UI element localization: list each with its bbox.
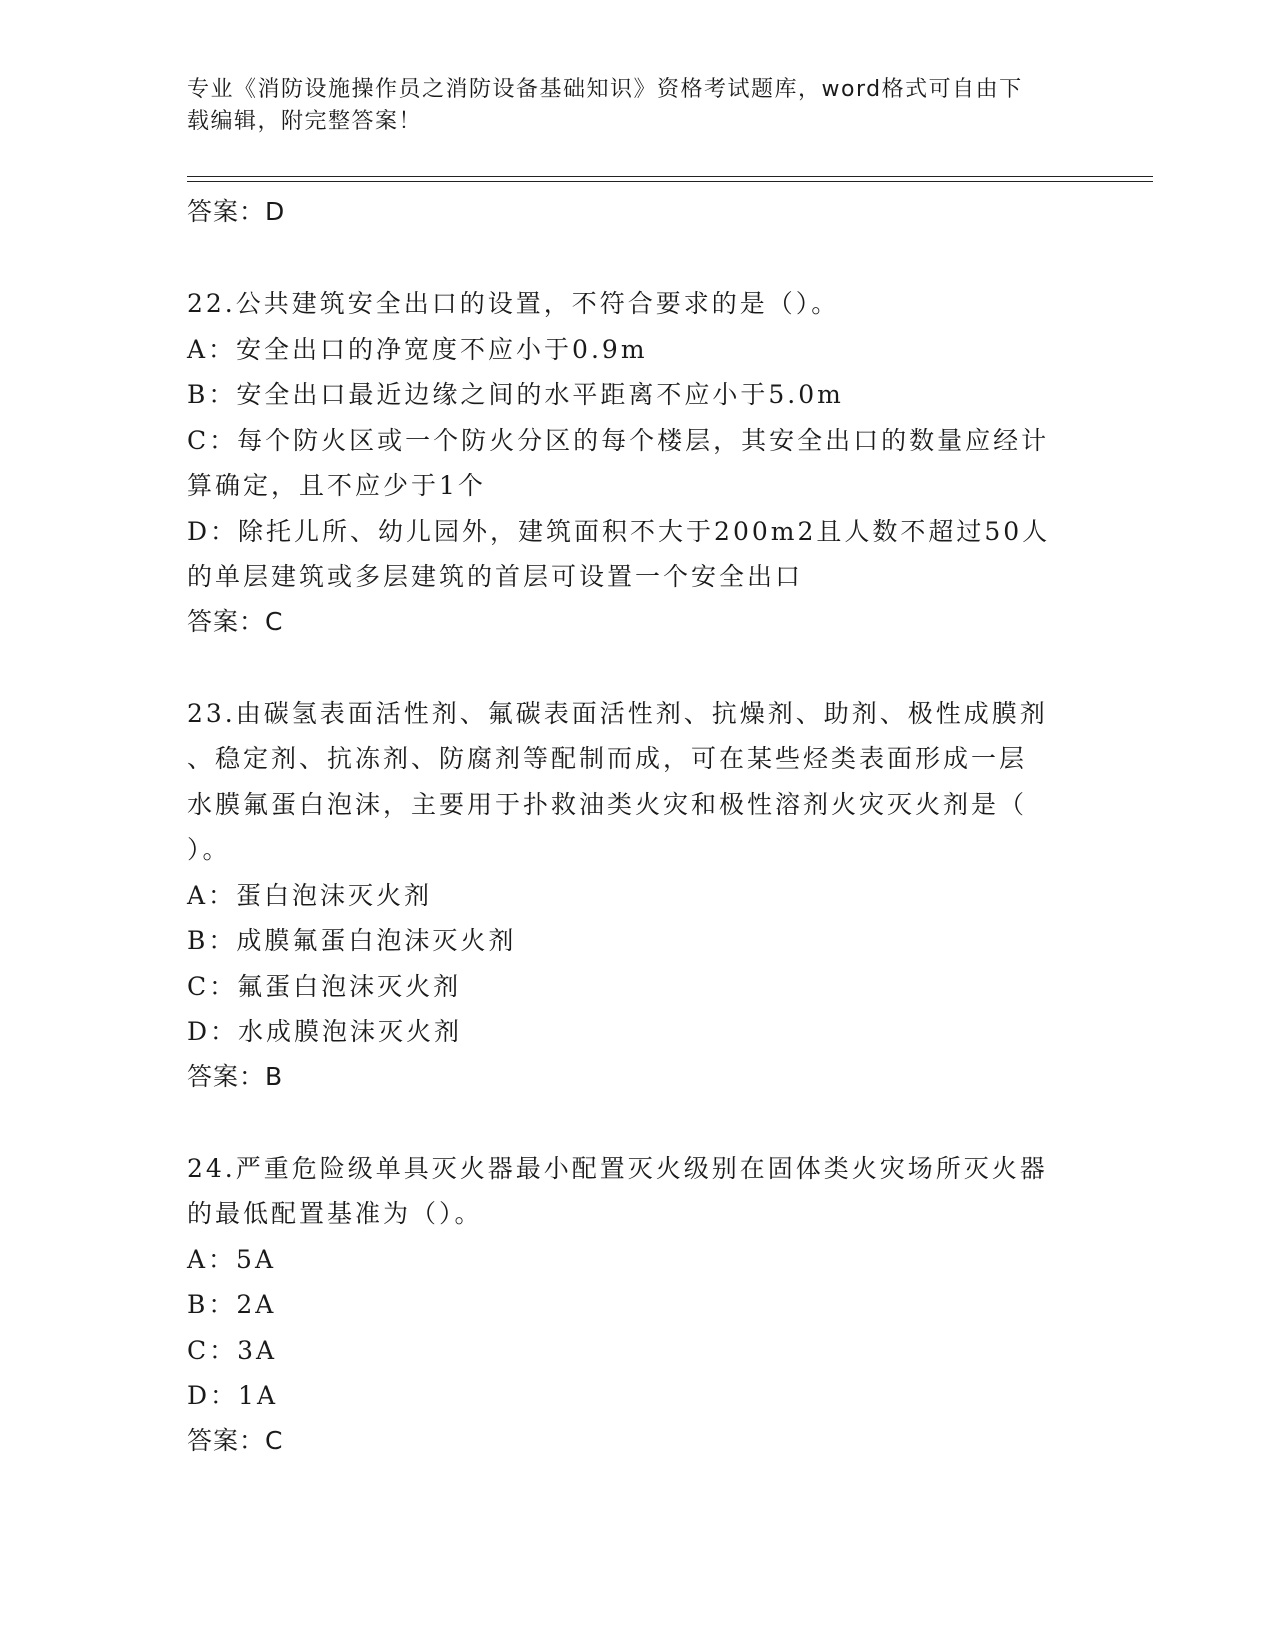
option-b: B：2A <box>187 1290 277 1319</box>
option-c: C：3A <box>187 1335 278 1365</box>
answer-line: 答案：B <box>187 1061 284 1091</box>
question-list <box>187 190 1067 1463</box>
header-divider-top <box>187 176 1153 177</box>
question-24 <box>187 1146 1067 1463</box>
option-d-continued: 的单层建筑或多层建筑的首层可设置一个安全出口 <box>187 562 804 591</box>
option-c: C：氟蛋白泡沫灭火剂 <box>187 971 462 1001</box>
header-line-2: 载编辑，附完整答案！ <box>187 109 423 134</box>
question-stem: 24.严重危险级单具灭火器最小配置灭火级别在固体类火灾场所灭火器 <box>187 1153 1048 1183</box>
option-b: B：安全出口最近边缘之间的水平距离不应小于5.0m <box>187 380 844 409</box>
question-stem-continued: 的最低配置基准为（）。 <box>187 1199 483 1228</box>
spacer <box>187 234 1067 281</box>
question-stem: 22.公共建筑安全出口的设置，不符合要求的是（）。 <box>187 289 840 318</box>
spacer <box>187 1099 1067 1146</box>
page-header <box>187 74 1067 138</box>
answer-line: 答案：C <box>187 1425 284 1455</box>
option-d: D：水成膜泡沫灭火剂 <box>187 1017 463 1046</box>
answer-line: 答案：D <box>187 197 286 226</box>
option-a: A：安全出口的净宽度不应小于0.9m <box>187 334 648 364</box>
option-c: C：每个防火区或一个防火分区的每个楼层，其安全出口的数量应经计 <box>187 425 1050 455</box>
question-22 <box>187 281 1067 644</box>
option-c-continued: 算确定，且不应少于1个 <box>187 471 486 500</box>
spacer <box>187 644 1067 691</box>
question-stem-continued: 、稳定剂、抗冻剂、防腐剂等配制而成，可在某些烃类表面形成一层 <box>187 744 1028 773</box>
option-a: A：5A <box>187 1244 277 1274</box>
option-b: B：成膜氟蛋白泡沫灭火剂 <box>187 926 517 955</box>
header-divider-bottom <box>187 181 1153 182</box>
option-d: D：除托儿所、幼儿园外，建筑面积不大于200m2且人数不超过50人 <box>187 516 1051 546</box>
header-line-1: 专业《消防设施操作员之消防设备基础知识》资格考试题库，word格式可自由下 <box>187 77 1023 102</box>
option-a: A：蛋白泡沫灭火剂 <box>187 880 433 910</box>
question-23 <box>187 691 1067 1099</box>
option-d: D：1A <box>187 1381 279 1410</box>
question-stem: 23.由碳氢表面活性剂、氟碳表面活性剂、抗燥剂、助剂、极性成膜剂 <box>187 698 1048 728</box>
question-stem-continued: ）。 <box>187 835 231 864</box>
answer-line: 答案：C <box>187 606 284 636</box>
question-stem-continued: 水膜氟蛋白泡沫，主要用于扑救油类火灾和极性溶剂火灾灭火剂是（ <box>187 789 1028 819</box>
